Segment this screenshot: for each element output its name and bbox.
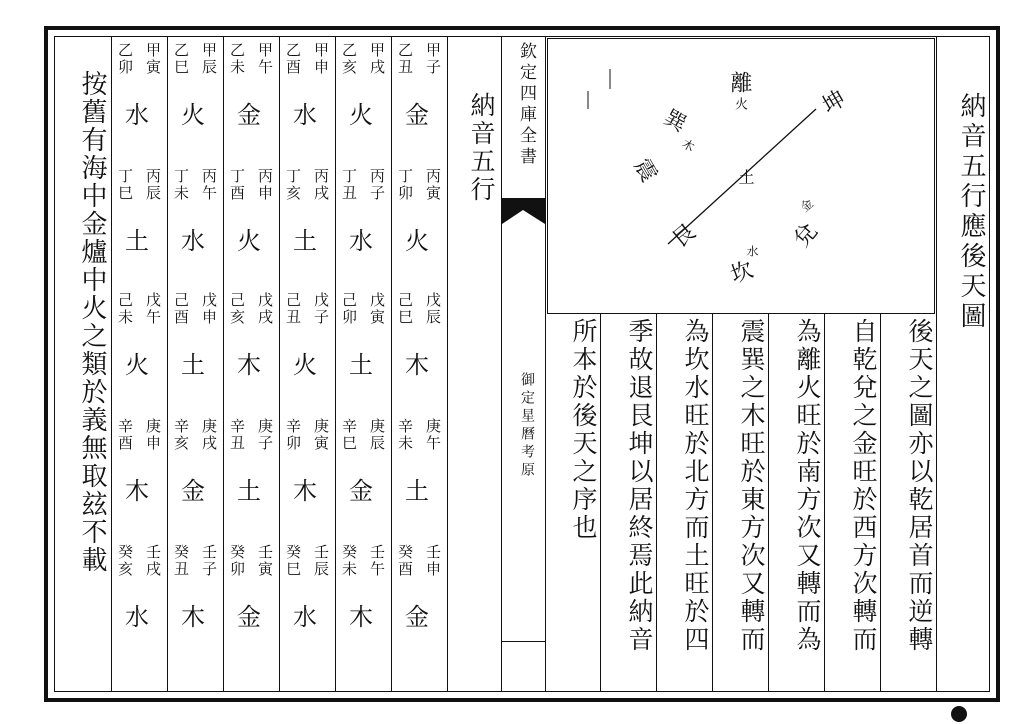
stem-branch-top: 戊戌 [256,292,274,326]
nayin-element: 金 [405,101,429,129]
commentary-line-2: 自乾兌之金旺於西方次轉而 [849,318,878,654]
stem-branch-top: 戊寅 [368,292,386,326]
stem-branch-bottom: 丁亥 [284,168,302,202]
stem-branch-top: 戊申 [200,292,218,326]
trigram-kan: 坎 [723,257,756,287]
stem-branch-bottom: 辛巳 [340,418,358,452]
trigram-zhen: 震 [629,151,662,185]
stem-branch-bottom: 己亥 [228,292,246,326]
stem-branch-top: 庚辰 [368,418,386,452]
nayin-element: 水 [125,101,149,129]
stem-branch-bottom: 乙卯 [116,42,134,76]
trigram-kun: 坤 [815,86,848,118]
nayin-element: 金 [237,603,261,631]
nayin-element: 土 [293,227,317,255]
stem-branch-top: 丙辰 [144,168,162,202]
stem-branch-bottom: 癸巳 [284,544,302,578]
center-bottom-line [501,641,545,642]
commentary-line-6: 季故退艮坤以居終焉此納音 [625,318,654,654]
stem-branch-bottom: 乙丑 [396,42,414,76]
element-fire: 火 [732,97,747,110]
trigram-xun: 巽 [659,104,691,135]
stem-branch-bottom: 丁丑 [340,168,358,202]
element-wood: 木 [679,136,698,154]
stem-branch-bottom: 丁酉 [228,168,246,202]
stem-branch-bottom: 乙酉 [284,42,302,76]
stem-branch-top: 庚戌 [200,418,218,452]
nayin-element: 土 [125,227,149,255]
nayin-element: 火 [181,101,205,129]
stem-branch-top: 戊午 [144,292,162,326]
stem-branch-top: 壬子 [200,544,218,578]
nayin-element: 金 [237,101,261,129]
nayin-element: 土 [405,477,429,505]
stem-branch-bottom: 己巳 [396,292,414,326]
element-earth: 土 [736,169,755,185]
stem-branch-bottom: 乙未 [228,42,246,76]
stem-branch-bottom: 辛卯 [284,418,302,452]
divider-title [936,36,937,692]
stem-branch-bottom: 癸未 [340,544,358,578]
stem-branch-bottom: 己丑 [284,292,302,326]
nayin-element: 水 [125,603,149,631]
nayin-element: 木 [405,351,429,379]
stem-branch-top: 壬辰 [312,544,330,578]
nayin-element: 木 [349,603,373,631]
corner-dot [951,706,967,722]
trigram-gen: 艮 [664,219,699,253]
commentary-line [880,314,881,692]
stem-branch-bottom: 乙巳 [172,42,190,76]
stem-branch-bottom: 癸亥 [116,544,134,578]
table-grid-line [391,36,392,692]
page-title: 納音五行應後天圖 [956,92,986,332]
stem-branch-top: 壬申 [424,544,442,578]
table-grid-line [223,36,224,692]
stem-branch-top: 庚午 [424,418,442,452]
divider-center-left [501,36,502,692]
commentary-line [656,314,657,692]
nayin-element: 水 [181,227,205,255]
stem-branch-bottom: 辛亥 [172,418,190,452]
stem-branch-top: 甲辰 [200,42,218,76]
stem-branch-bottom: 癸酉 [396,544,414,578]
nayin-element: 木 [293,477,317,505]
nayin-element: 火 [405,227,429,255]
divider-table [447,36,448,692]
stem-branch-top: 丙午 [200,168,218,202]
stem-branch-top: 戊子 [312,292,330,326]
stem-branch-bottom: 乙亥 [340,42,358,76]
commentary-line [768,314,769,692]
element-metal: 金 [796,196,816,215]
stem-branch-bottom: 癸卯 [228,544,246,578]
trigram-li: 離 [727,71,752,93]
stem-branch-top: 甲寅 [144,42,162,76]
divider-center-right [545,36,546,692]
commentary-line-5: 為坎水旺於北方而土旺於四 [681,318,710,654]
stem-branch-top: 壬戌 [144,544,162,578]
note-text: 按舊有海中金爐中火之類於義無取玆不載 [77,70,107,574]
stem-branch-top: 壬午 [368,544,386,578]
stem-branch-bottom: 辛未 [396,418,414,452]
stem-branch-top: 庚寅 [312,418,330,452]
stem-branch-bottom: 辛丑 [228,418,246,452]
nayin-element: 土 [181,351,205,379]
nayin-element: 水 [293,603,317,631]
stem-branch-bottom: 己卯 [340,292,358,326]
divider-note [111,36,112,692]
stem-branch-top: 戊辰 [424,292,442,326]
stem-branch-top: 甲申 [312,42,330,76]
element-water: 水 [745,245,759,257]
table-grid-line [335,36,336,692]
table-heading: 納音五行 [467,92,496,204]
stem-branch-top: 庚子 [256,418,274,452]
nayin-element: 水 [293,101,317,129]
book-subtitle: 御定星曆考原 [519,372,535,480]
commentary-line [824,314,825,692]
stem-branch-bottom: 己未 [116,292,134,326]
later-heaven-diagram [547,38,935,314]
nayin-element: 土 [349,351,373,379]
commentary-line-7: 所本於後天之序也 [569,318,598,542]
nayin-element: 金 [349,477,373,505]
stem-branch-top: 甲午 [256,42,274,76]
stem-branch-top: 甲子 [424,42,442,76]
nayin-element: 金 [181,477,205,505]
stem-branch-bottom: 丁未 [172,168,190,202]
nayin-element: 土 [237,477,261,505]
stem-branch-bottom: 丁卯 [396,168,414,202]
book-title: 欽定四庫全書 [516,42,536,168]
stem-branch-bottom: 辛酉 [116,418,134,452]
nayin-element: 火 [125,351,149,379]
nayin-element: 金 [405,603,429,631]
nayin-element: 火 [293,351,317,379]
commentary-line-4: 震巽之木旺於東方次又轉而 [737,318,766,654]
table-grid-line [167,36,168,692]
stem-branch-top: 甲戌 [368,42,386,76]
trigram-dui: 兌 [787,219,820,253]
stem-branch-top: 丙寅 [424,168,442,202]
stem-branch-bottom: 己酉 [172,292,190,326]
stem-branch-top: 丙申 [256,168,274,202]
commentary-line [712,314,713,692]
stem-branch-bottom: 丁巳 [116,168,134,202]
nayin-element: 木 [237,351,261,379]
nayin-element: 木 [181,603,205,631]
commentary-line [600,314,601,692]
stem-branch-top: 壬寅 [256,544,274,578]
stem-branch-top: 丙子 [368,168,386,202]
nayin-element: 火 [349,101,373,129]
nayin-element: 木 [125,477,149,505]
nayin-element: 火 [237,227,261,255]
commentary-line-1: 後天之圖亦以乾居首而逆轉 [905,318,934,654]
stem-branch-top: 庚申 [144,418,162,452]
stem-branch-top: 丙戌 [312,168,330,202]
stem-branch-bottom: 癸丑 [172,544,190,578]
nayin-element: 水 [349,227,373,255]
fishtail-mark [502,198,545,226]
commentary-line-3: 為離火旺於南方次又轉而為 [793,318,822,654]
table-grid-line [279,36,280,692]
